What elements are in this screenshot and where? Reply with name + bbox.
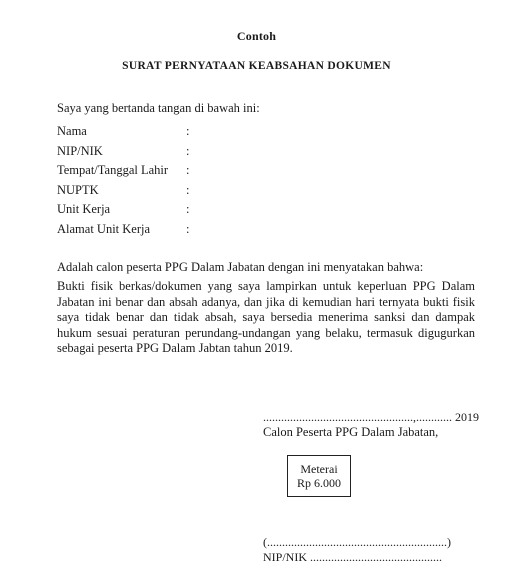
example-label: Contoh: [236, 29, 277, 43]
field-colon: :: [186, 202, 190, 217]
field-label: NIP/NIK: [57, 143, 103, 158]
field-row-nama: [57, 122, 357, 142]
field-label: Tempat/Tanggal Lahir: [57, 163, 169, 178]
stamp-box: [287, 455, 351, 497]
stamp-value: Rp 6.000: [296, 476, 341, 490]
statement-body: Bukti fisik berkas/dokumen yang saya lampirkan untuk keperluan PPG Dalam Jabatan ini benar dan absah adanya, dan jika di kemudian hari ternyata bukti fisik saya tidak benar dan tidak absah, saya bersedia menerima sanksi dan dampak hukum sesuai peraturan perundang-undangan yang belaku, termasuk digugurkan sebagai peserta PPG Dalam Jabtan tahun 2019.: [57, 279, 475, 356]
stamp-label: Meterai: [300, 462, 338, 476]
field-row-unit: [57, 200, 357, 220]
signer-role: Calon Peserta PPG Dalam Jabatan,: [263, 425, 439, 439]
field-row-nip: [57, 142, 357, 162]
field-row-address: [57, 220, 357, 240]
field-label: Alamat Unit Kerja: [57, 221, 151, 236]
identity-fields: [57, 122, 357, 240]
field-row-birth: [57, 161, 357, 181]
field-colon: :: [186, 182, 190, 197]
field-label: NUPTK: [57, 182, 99, 197]
field-colon: :: [186, 143, 190, 158]
field-row-nuptk: [57, 181, 357, 201]
document-title: SURAT PERNYATAAN KEABSAHAN DOKUMEN: [122, 60, 391, 72]
field-colon: :: [186, 163, 190, 178]
field-label: Unit Kerja: [57, 202, 111, 217]
field-colon: :: [186, 124, 190, 138]
field-colon: :: [186, 221, 190, 236]
intro-text: Saya yang bertanda tangan di bawah ini:: [57, 101, 260, 115]
signer-name-line: (............................................................): [263, 535, 451, 549]
signer-nip-line: NIP/NIK ............................................: [263, 550, 442, 564]
field-label: Nama: [57, 124, 87, 138]
statement-intro: Adalah calon peserta PPG Dalam Jabatan dengan ini menyatakan bahwa:: [57, 260, 424, 274]
date-line: ..................................................,............ 2019: [263, 410, 479, 424]
